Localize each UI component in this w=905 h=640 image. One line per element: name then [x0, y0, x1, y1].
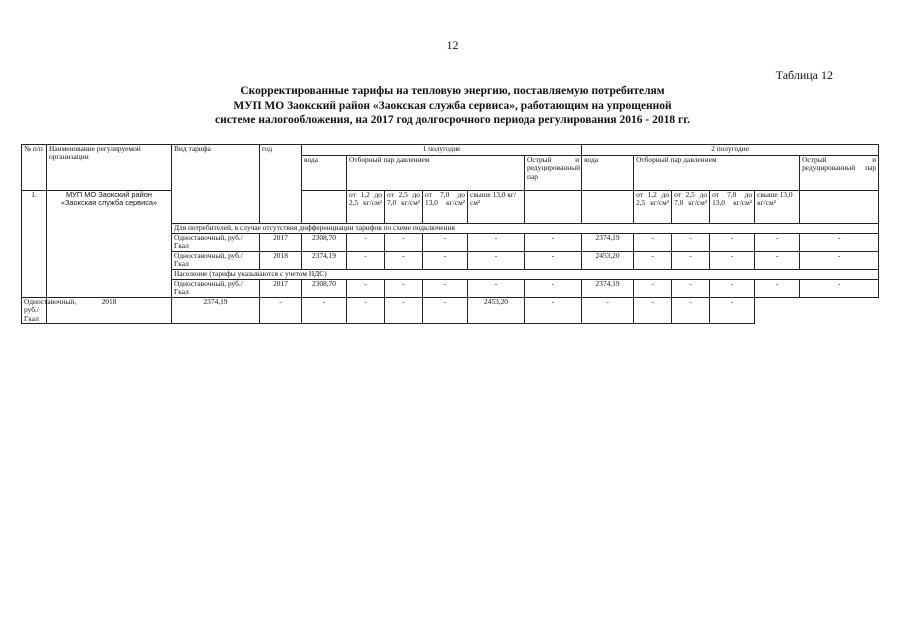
value-cell: -: [302, 298, 347, 324]
value-cell: -: [347, 280, 385, 298]
value-cell: -: [710, 280, 755, 298]
header-hot-steam-1: Острый и редуцированный пар: [525, 156, 582, 191]
value-cell: -: [634, 234, 672, 252]
value-cell: -: [800, 234, 879, 252]
header-org: Наименование регулируемой организации: [47, 145, 172, 191]
page-number: 12: [446, 38, 459, 52]
water-h1: 2308,70: [302, 234, 347, 252]
header-water-1: вода: [302, 156, 347, 191]
section-label: Население (тарифы указываются с учетом НДС): [172, 270, 879, 280]
year: 2018: [47, 298, 172, 324]
header-water-2: вода: [582, 156, 634, 191]
value-cell: -: [634, 298, 672, 324]
water-h2: 2374,19: [582, 280, 634, 298]
value-cell: -: [423, 280, 468, 298]
organization-name: МУП МО Заокский район «Заокская служба сервиса»: [47, 191, 172, 298]
water-h2: 2453,20: [468, 298, 525, 324]
pressure-1-2-5-h2: от 1,2 до 2,5 кг/см²: [634, 191, 672, 224]
value-cell: -: [260, 298, 302, 324]
value-cell: -: [525, 280, 582, 298]
value-cell: -: [385, 234, 423, 252]
table-title: [0, 84, 905, 128]
water-h2: 2374,19: [582, 234, 634, 252]
pressure-over-13-h2: свыше 13,0 кг/см²: [755, 191, 800, 224]
table-row: [22, 298, 879, 324]
header-steam-1: Отборный пар давлением: [347, 156, 525, 191]
value-cell: -: [710, 252, 755, 270]
pressure-empty-3: [582, 191, 634, 224]
value-cell: -: [468, 280, 525, 298]
value-cell: -: [634, 252, 672, 270]
header-num: № п/п: [22, 145, 47, 191]
tariff-type: Одноставочный, руб./Гкал: [172, 234, 260, 252]
value-cell: -: [755, 280, 800, 298]
value-cell: -: [634, 280, 672, 298]
row-number: 1.: [22, 191, 47, 298]
header-steam-2: Отборный пар давлением: [634, 156, 800, 191]
value-cell: -: [525, 298, 582, 324]
value-cell: -: [385, 252, 423, 270]
value-cell: -: [710, 298, 755, 324]
header-half-2: 2 полугодие: [582, 145, 879, 156]
header-row-1: [22, 145, 879, 156]
value-cell: -: [755, 252, 800, 270]
header-row-3: [22, 191, 879, 224]
year: 2017: [260, 280, 302, 298]
value-cell: -: [525, 234, 582, 252]
value-cell: -: [672, 280, 710, 298]
value-cell: -: [672, 252, 710, 270]
value-cell: -: [347, 298, 385, 324]
pressure-7-13-h2: от 7,0 до 13,0 кг/см²: [710, 191, 755, 224]
pressure-empty-1: [302, 191, 347, 224]
tariff-type: Одноставочный, руб./Гкал: [172, 252, 260, 270]
title-line-1: Скорректированные тарифы на тепловую энергию, поставляемую потребителям: [240, 85, 665, 97]
pressure-7-13-h1: от 7,0 до 13,0 кг/см²: [423, 191, 468, 224]
value-cell: -: [672, 234, 710, 252]
header-hot-steam-2: Острый и редуцированный пар: [800, 156, 879, 191]
pressure-2-5-7-h1: от 2,5 до 7,0 кг/см²: [385, 191, 423, 224]
pressure-empty-4: [800, 191, 879, 224]
value-cell: -: [423, 234, 468, 252]
pressure-2-5-7-h2: от 2,5 до 7,0 кг/см²: [672, 191, 710, 224]
value-cell: -: [347, 252, 385, 270]
pressure-1-2-5-h1: от 1,2 до 2,5 кг/см²: [347, 191, 385, 224]
table-label: Таблица 12: [775, 68, 833, 82]
value-cell: -: [468, 252, 525, 270]
year: 2017: [260, 234, 302, 252]
value-cell: -: [423, 298, 468, 324]
value-cell: -: [468, 234, 525, 252]
value-cell: -: [672, 298, 710, 324]
title-line-3: системе налогообложения, на 2017 год долгосрочного периода регулирования 2016 - 2018 гг.: [214, 114, 691, 126]
tariff-table: [21, 144, 879, 324]
value-cell: -: [423, 252, 468, 270]
water-h1: 2308,70: [302, 280, 347, 298]
water-h1: 2374,19: [302, 252, 347, 270]
value-cell: -: [347, 234, 385, 252]
section-label: Для потребителей, в случае отсутствия дифференциации тарифов по схеме подключения: [172, 224, 879, 234]
water-h2: 2453,20: [582, 252, 634, 270]
pressure-over-13-h1: свыше 13,0 кг/см²: [468, 191, 525, 224]
header-tariff-type: Вид тарифа: [172, 145, 260, 224]
value-cell: -: [385, 298, 423, 324]
value-cell: -: [800, 252, 879, 270]
header-year: год: [260, 145, 302, 224]
title-line-2: МУП МО Заокский район «Заокская служба сервиса», работающим на упрощенной: [233, 99, 672, 112]
pressure-empty-2: [525, 191, 582, 224]
year: 2018: [260, 252, 302, 270]
tariff-type: Одноставочный, руб./Гкал: [172, 280, 260, 298]
value-cell: -: [710, 234, 755, 252]
tariff-type: Одноставочный, руб./Гкал: [22, 298, 47, 324]
value-cell: -: [525, 252, 582, 270]
value-cell: -: [385, 280, 423, 298]
water-h1: 2374,19: [172, 298, 260, 324]
value-cell: -: [755, 234, 800, 252]
value-cell: -: [800, 280, 879, 298]
header-half-1: 1 полугодие: [302, 145, 582, 156]
value-cell: -: [582, 298, 634, 324]
